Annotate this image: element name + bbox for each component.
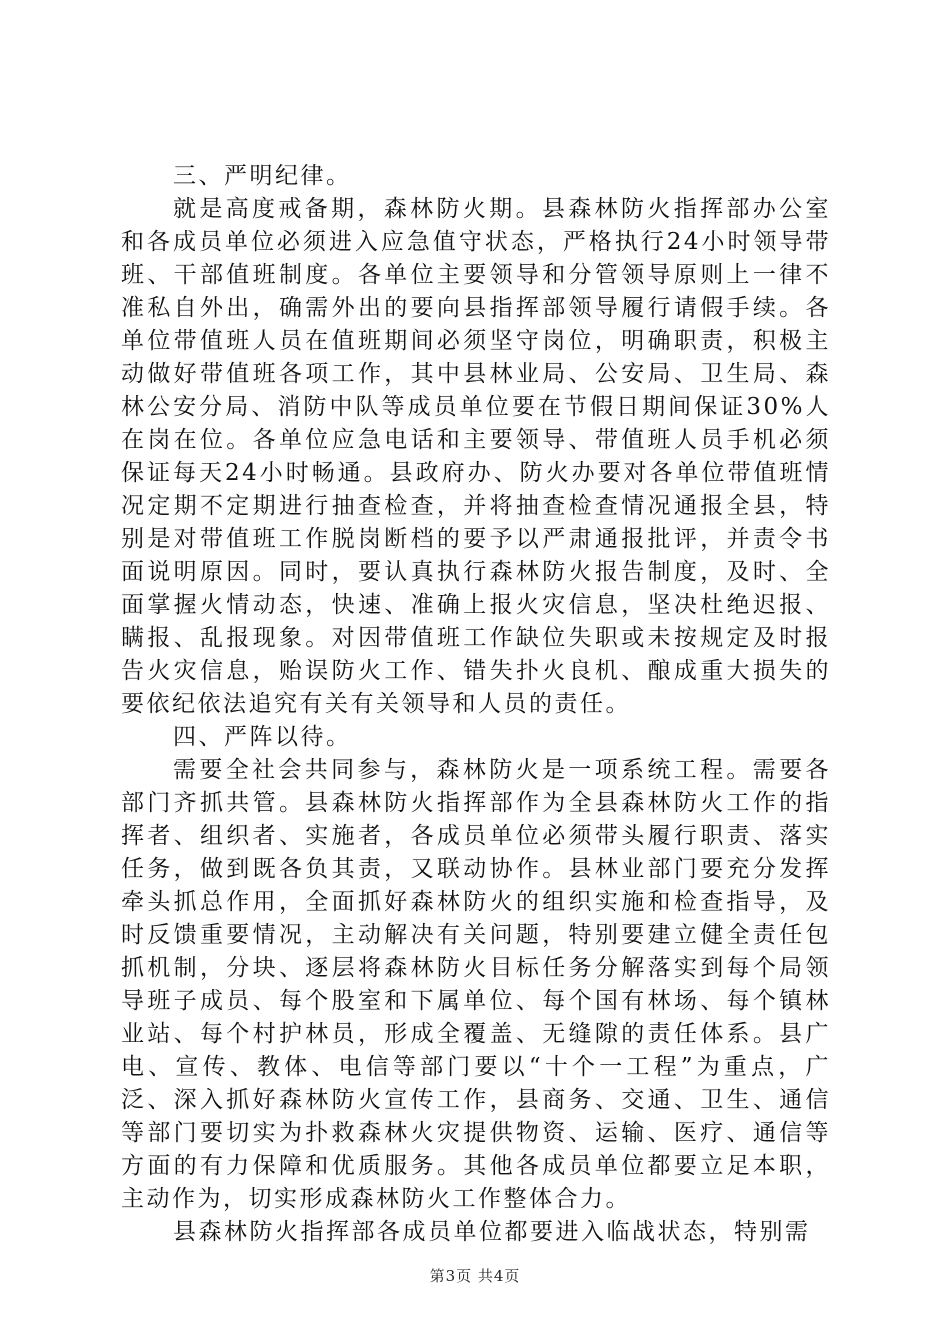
section-discipline <box>121 160 831 721</box>
body-paragraph: 就是高度戒备期，森林防火期。县森林防火指挥部办公室和各成员单位必须进入应急值守状态，严格执行24小时领导带班、干部值班制度。各单位主要领导和分管领导原则上一律不准私自外出，确需外出的要向县指挥部领导履行请假手续。各单位带值班人员在值班期间必须坚守岗位，明确职责，积极主动做好带值班各项工作，其中县林业局、公安局、卫生局、森林公安分局、消防中队等成员单位要在节假日期间保证30%人在岗在位。各单位应急电话和主要领导、带值班人员手机必须保证每天24小时畅通。县政府办、防火办要对各单位带值班情况定期不定期进行抽查检查，并将抽查检查情况通报全县，特别是对带值班工作脱岗断档的要予以严肃通报批评，并责令书面说明原因。同时，要认真执行森林防火报告制度，及时、全面掌握火情动态，快速、准确上报火灾信息，坚决杜绝迟报、瞒报、乱报现象。对因带值班工作缺位失职或未按规定及时报告火灾信息，贻误防火工作、错失扑火良机、酿成重大损失的要依纪依法追究有关有关领导和人员的责任。 <box>121 196 831 717</box>
section-heading: 三、严明纪律。 <box>173 163 352 189</box>
body-paragraph: 县森林防火指挥部各成员单位都要进入临战状态，特别需 <box>173 1219 811 1245</box>
document-body <box>121 160 831 1249</box>
page-number-footer: 第3页 共4页 <box>429 1267 521 1285</box>
section-readiness <box>121 721 831 1249</box>
section-heading: 四、严阵以待。 <box>173 724 352 750</box>
body-paragraph: 需要全社会共同参与，森林防火是一项系统工程。需要各部门齐抓共管。县森林防火指挥部作为全县森林防火工作的指挥者、组织者、实施者，各成员单位必须带头履行职责、落实任务，做到既各负其责，又联动协作。县林业部门要充分发挥牵头抓总作用，全面抓好森林防火的组织实施和检查指导，及时反馈重要情况，主动解决有关问题，特别要建立健全责任包抓机制，分块、逐层将森林防火目标任务分解落实到每个局领导班子成员、每个股室和下属单位、每个国有林场、每个镇林业站、每个村护林员，形成全覆盖、无缝隙的责任体系。县广电、宣传、教体、电信等部门要以“十个一工程”为重点，广泛、深入抓好森林防火宣传工作，县商务、交通、卫生、通信等部门要切实为扑救森林火灾提供物资、运输、医疗、通信等方面的有力保障和优质服务。其他各成员单位都要立足本职，主动作为，切实形成森林防火工作整体合力。 <box>121 757 831 1212</box>
